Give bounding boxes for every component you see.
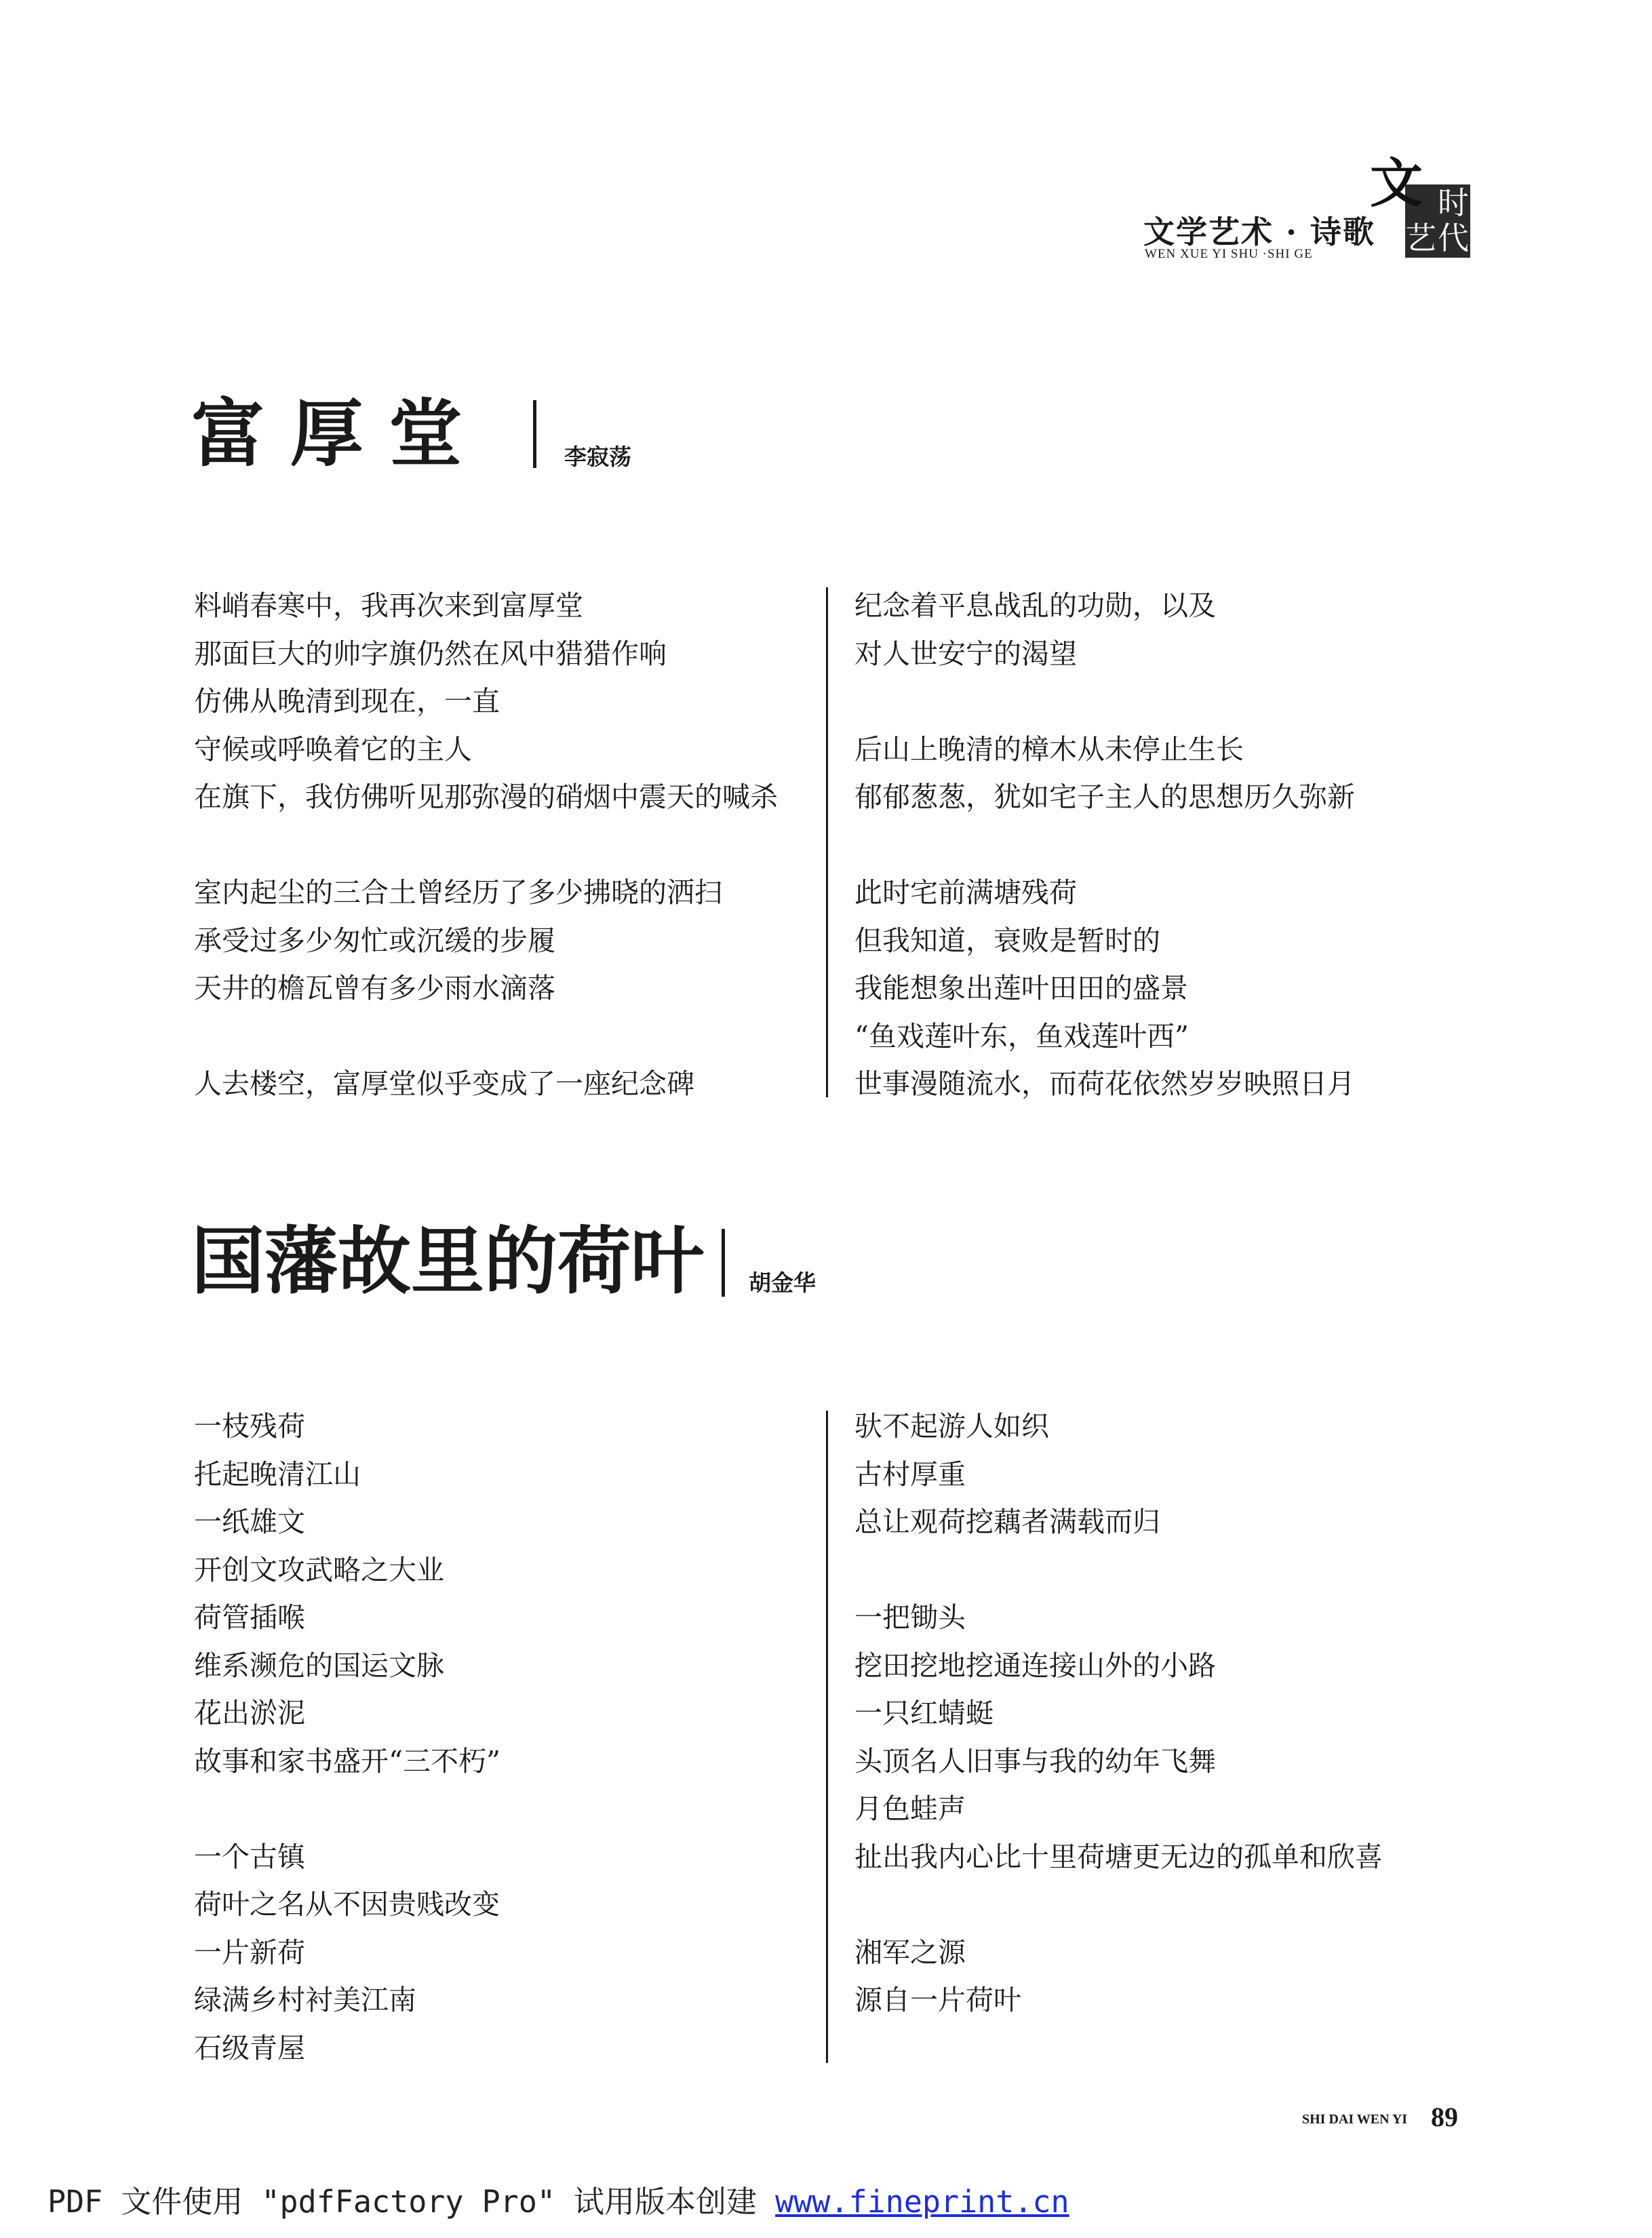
poem-line: 天井的檐瓦曾有多少雨水滴落 <box>194 972 555 1004</box>
poem-line: 维系濒危的国运文脉 <box>194 1649 444 1682</box>
stanza-break <box>194 1013 778 1061</box>
poem-title: 富 厚 堂 <box>191 391 463 477</box>
poem-line: 一片新荷 <box>194 1936 305 1969</box>
poem-line: 一纸雄文 <box>194 1506 305 1538</box>
poem-column-left <box>194 582 778 1108</box>
poem-column-right <box>854 582 1355 1108</box>
poem-line: 一枝残荷 <box>194 1410 305 1442</box>
poem-line: 驮不起游人如织 <box>854 1410 1049 1442</box>
logo-char-dai: 代 <box>1438 220 1469 256</box>
stanza-break <box>854 1881 1383 1929</box>
poem-column-right <box>854 1402 1383 2024</box>
poem-line: 那面巨大的帅字旗仍然在风中猎猎作响 <box>194 637 667 670</box>
poem-line: 开创文攻武略之大业 <box>194 1553 444 1586</box>
poem-line: 人去楼空，富厚堂似乎变成了一座纪念碑 <box>194 1067 694 1100</box>
poem-line: 在旗下，我仿佛听见那弥漫的硝烟中震天的喊杀 <box>194 781 778 813</box>
poem-line: 一个古镇 <box>194 1840 305 1873</box>
poem-line: 故事和家书盛开“三不朽” <box>194 1744 500 1778</box>
section-title: 文学艺术 · 诗歌 <box>1143 214 1376 250</box>
magazine-folio: SHI DAI WEN YI <box>1302 2112 1408 2127</box>
logo-char-wen: 文 <box>1370 153 1423 214</box>
pdf-watermark <box>47 2177 1069 2221</box>
poem-line: 郁郁葱葱，犹如宅子主人的思想历久弥新 <box>854 781 1355 813</box>
poem-line: 石级青屋 <box>194 2031 305 2064</box>
stanza-break <box>854 678 1355 726</box>
title-divider <box>722 1229 725 1297</box>
poem-column-left <box>194 1402 500 2072</box>
poem-line: 但我知道，衰败是暂时的 <box>854 924 1160 957</box>
column-divider <box>826 1411 828 2063</box>
poem-author: 胡金华 <box>749 1270 816 1296</box>
poem-line: 荷叶之名从不因贵贱改变 <box>194 1888 500 1921</box>
poem-line: 料峭春寒中，我再次来到富厚堂 <box>194 589 583 622</box>
poem-line: 世事漫随流水，而荷花依然岁岁映照日月 <box>854 1067 1355 1100</box>
poem-line: 我能想象出莲叶田田的盛景 <box>854 972 1188 1004</box>
poem-line: 湘军之源 <box>854 1936 966 1969</box>
poem-line: 纪念着平息战乱的功勋，以及 <box>854 589 1216 622</box>
poem-line: 一只红蜻蜓 <box>854 1697 994 1729</box>
stanza-break <box>854 1546 1383 1594</box>
poem-line: 源自一片荷叶 <box>854 1984 1021 2016</box>
poem-line: 总让观荷挖藕者满载而归 <box>854 1506 1160 1538</box>
magazine-logo <box>1370 153 1472 259</box>
poem-line: 头顶名人旧事与我的幼年飞舞 <box>854 1744 1216 1778</box>
poem-title: 国藩故里的荷叶 <box>191 1219 705 1304</box>
logo-char-yi: 艺 <box>1405 220 1436 256</box>
poem-line: 花出淤泥 <box>194 1697 305 1729</box>
poem-line: 古村厚重 <box>854 1457 966 1491</box>
poem-line: 守候或呼唤着它的主人 <box>194 732 472 766</box>
poem-line: 荷管插喉 <box>194 1601 305 1634</box>
poem-line: 此时宅前满塘残荷 <box>854 876 1077 909</box>
poem-line: 承受过多少匆忙或沉缓的步履 <box>194 924 555 957</box>
watermark-link[interactable]: www.fineprint.cn <box>775 2184 1069 2220</box>
title-divider <box>533 400 536 468</box>
poem-line: 室内起尘的三合土曾经历了多少拂晓的洒扫 <box>194 876 722 909</box>
poem-line: 托起晚清江山 <box>194 1457 361 1491</box>
poem-line: 一把锄头 <box>854 1601 966 1634</box>
watermark-text: PDF 文件使用 "pdfFactory Pro" 试用版本创建 <box>47 2184 776 2220</box>
section-subtitle: WEN XUE YI SHU ·SHI GE <box>1145 247 1313 261</box>
poem-line: 绿满乡村衬美江南 <box>194 1984 416 2016</box>
poem-line: “鱼戏莲叶东，鱼戏莲叶西” <box>854 1019 1189 1053</box>
stanza-break <box>194 1785 500 1833</box>
poem-line: 挖田挖地挖通连接山外的小路 <box>854 1649 1216 1682</box>
poem-line: 仿佛从晚清到现在，一直 <box>194 685 500 718</box>
poem-line: 扯出我内心比十里荷塘更无边的孤单和欣喜 <box>854 1840 1383 1873</box>
poem-line: 对人世安宁的渴望 <box>854 637 1077 670</box>
poem-line: 月色蛙声 <box>854 1792 966 1825</box>
page-number: 89 <box>1431 2102 1458 2132</box>
column-divider <box>826 587 828 1097</box>
stanza-break <box>854 821 1355 869</box>
poem-line: 后山上晚清的樟木从未停止生长 <box>854 732 1244 766</box>
logo-char-shi: 时 <box>1438 184 1469 221</box>
stanza-break <box>194 821 778 869</box>
poem-author: 李寂荡 <box>564 444 631 470</box>
